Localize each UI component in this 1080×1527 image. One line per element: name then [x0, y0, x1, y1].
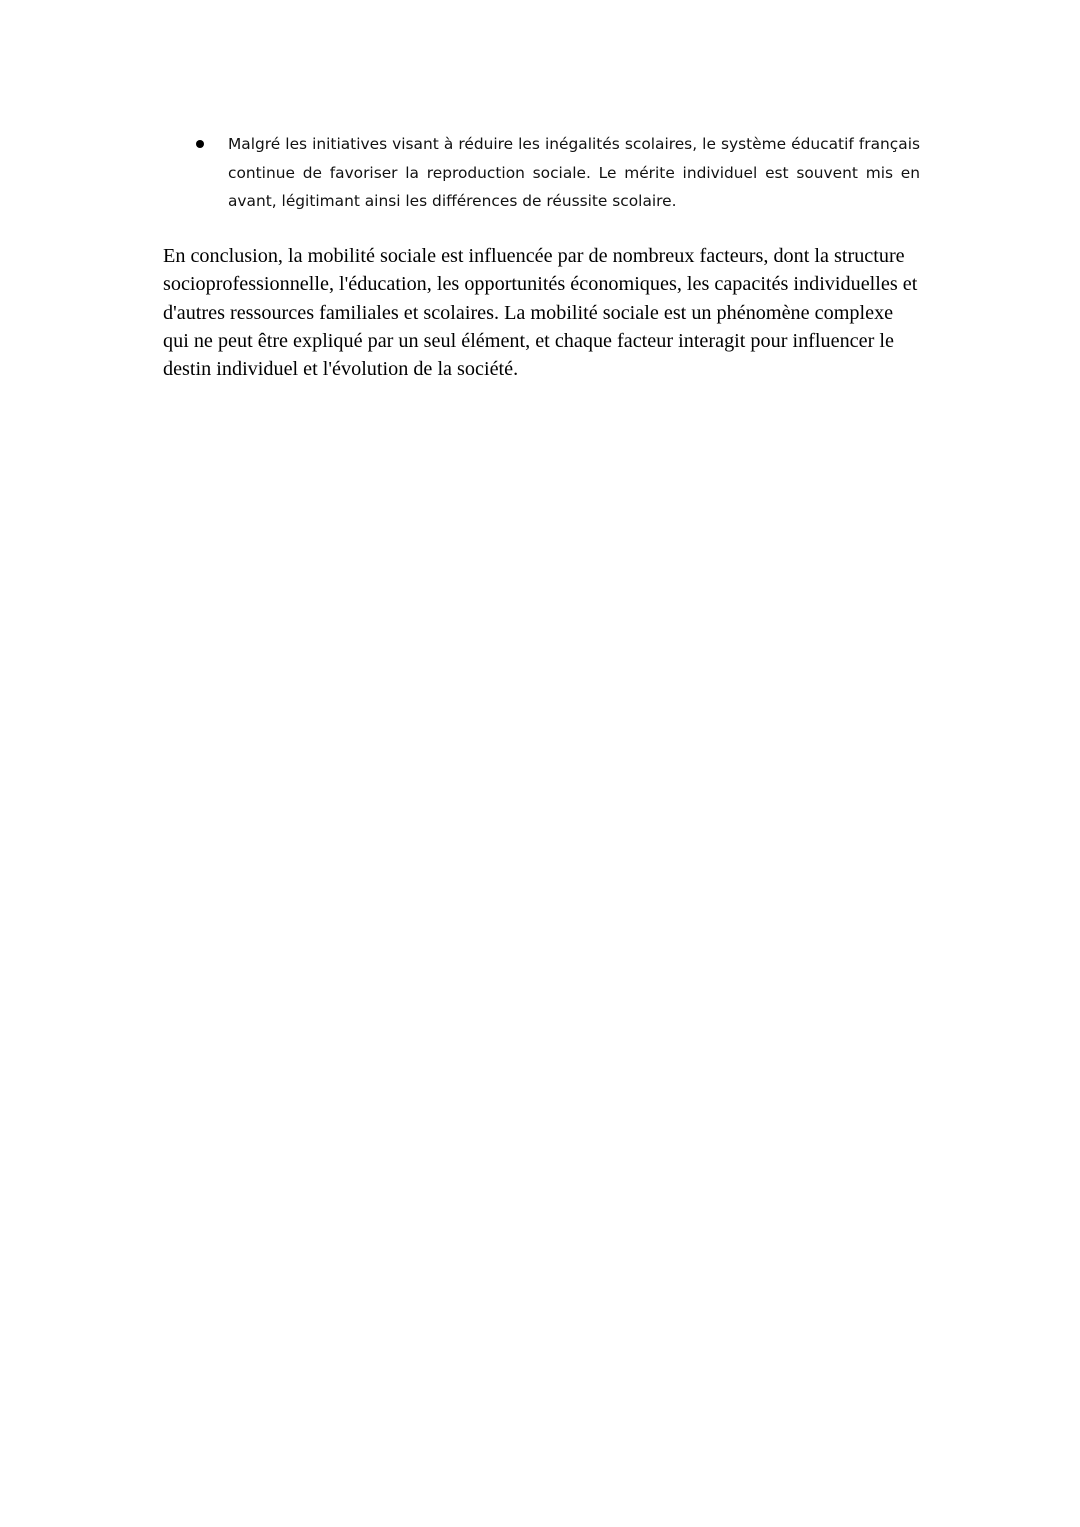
list-item	[190, 130, 920, 216]
bullet-text: Malgré les initiatives visant à réduire les inégalités scolaires, le système éducatif français continue de favoriser la reproduction sociale. Le mérite individuel est souvent mis en avant, légitimant ainsi les différences de réussite scolaire.	[228, 135, 920, 210]
bullet-list	[190, 130, 920, 216]
bullet-dot-icon	[196, 140, 204, 148]
conclusion-paragraph: En conclusion, la mobilité sociale est influencée par de nombreux facteurs, dont la structure socioprofessionnelle, l'éducation, les opportunités économiques, les capacités individuelles et d'autres ressources familiales et scolaires. La mobilité sociale est un phénomène complexe qui ne peut être expliqué par un seul élément, et chaque facteur interagit pour influencer le destin individuel et l'évolution de la société.	[163, 245, 918, 381]
